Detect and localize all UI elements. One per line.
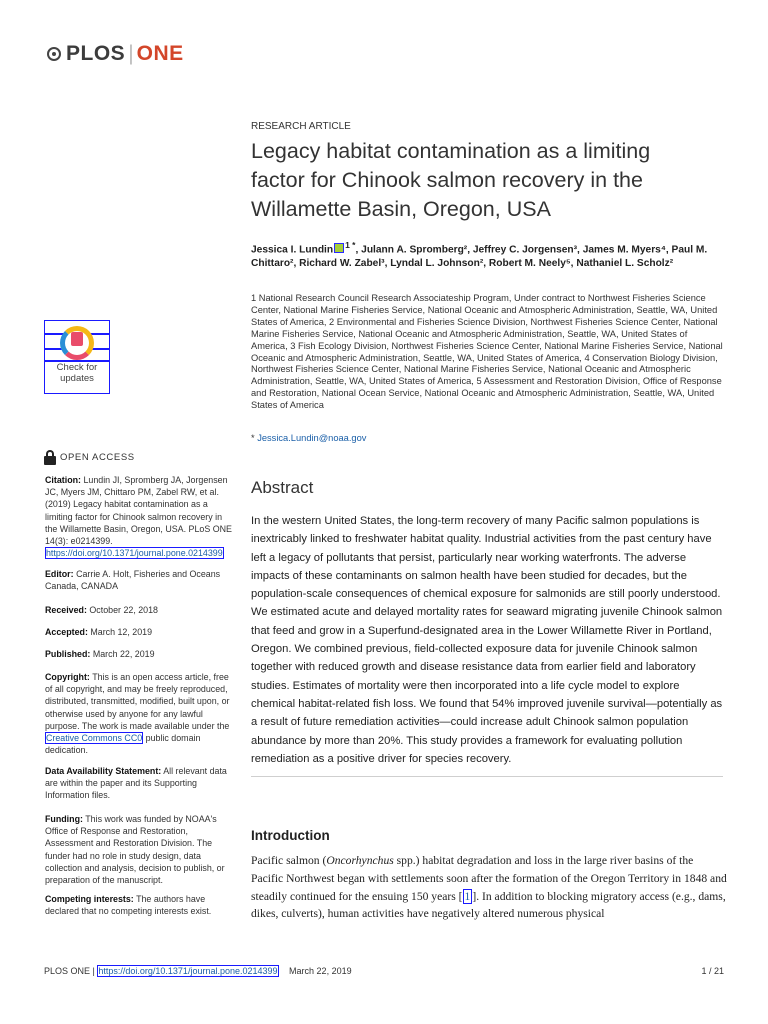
introduction-text [251, 852, 727, 923]
citation-text: Lundin JI, Spromberg JA, Jorgensen JC, Myers JM, Chittaro PM, Zabel RW, et al. (2019) Legacy habitat contamination as a limiting factor for Chinook salmon recovery in the Willamette Basin, Oregon, USA. PLoS ONE 14(3): e0214399. [45, 475, 232, 547]
logo-one-text: ONE [136, 42, 184, 65]
author-first[interactable]: Jessica I. Lundin [251, 244, 334, 256]
author-rest: , Julann A. Spromberg², Jeffrey C. Jorgensen³, James M. Myers⁴, Paul M. Chittaro², Richard W. Zabel³, Lyndal L. Johnson², Robert M. Neely⁵, Nathaniel L. Scholz² [251, 244, 708, 269]
open-lock-icon [44, 450, 56, 465]
published-label: Published: [45, 649, 91, 659]
received-date: October 22, 2018 [89, 605, 158, 615]
creative-commons-link[interactable]: Creative Commons CC0 [46, 733, 143, 744]
citation-block [45, 474, 233, 559]
affiliations: 1 National Research Council Research Associateship Program, Under contract to Northwest Fisheries Science Center, National Marine Fisheries Service, National Oceanic and Atmospheric Administration, Seattle, WA, United States of America, 2 Environmental and Fisheries Science Division, Northwest Fisheries Science Center, National Marine Fisheries Service, National Oceanic and Atmospheric Administration, Seattle, WA, United States of America, 3 Fish Ecology Division, Northwest Fisheries Science Center, National Marine Fisheries Service, National Oceanic and Atmospheric Administration, Seattle, WA, United States of America, 4 Conservation Biology Division, Northwest Fisheries Science Center, National Marine Fisheries Service, National Oceanic and Atmospheric Administration, Seattle, WA, United States of America, 5 Assessment and Restoration Division, Office of Response and Restoration, National Ocean Service, National Oceanic and Atmospheric Administration, Seattle, WA, United States of America [251, 293, 723, 411]
received-block [45, 604, 233, 616]
open-access-label: OPEN ACCESS [60, 452, 135, 463]
data-availability-label: Data Availability Statement: [45, 766, 162, 776]
email-link[interactable]: Jessica.Lundin@noaa.gov [257, 433, 367, 443]
author-first-affil: 1 * [345, 240, 356, 250]
competing-interests-text: The authors have declared that no competing interests exist. [45, 894, 212, 917]
abstract-heading: Abstract [251, 478, 314, 497]
accepted-date: March 12, 2019 [90, 627, 153, 637]
page-number: 1 / 21 [701, 966, 724, 976]
data-availability-text: All relevant data are within the paper and its Supporting Information files. [45, 766, 227, 801]
received-label: Received: [45, 605, 87, 615]
reference-link[interactable]: 1 [464, 889, 471, 903]
intro-part-3: ]. In addition to blocking migratory access (e.g., dams, dikes, culverts), human activities have negatively altered numerous physical [251, 889, 726, 921]
data-availability-block [45, 765, 233, 802]
copyright-text: This is an open access article, free of all copyright, and may be freely reproduced, distributed, transmitted, modified, built upon, or otherwise used by anyone for any lawful purpose. The work is made available under the [45, 672, 230, 731]
competing-interests-label: Competing interests: [45, 894, 134, 904]
abstract-text: In the western United States, the long-term recovery of many Pacific salmon populations is inextricably linked to freshwater habitat quality. Industrial activities from the past century have left a legacy of pollutants that persist, particularly near working waterfronts. The adverse impacts of these contaminants on salmon health have been studied for decades, but the population-scale consequences of chemical exposure for salmonids are still poorly understood. We estimated acute and delayed mortality rates for seaward migrating juvenile Chinook salmon that feed and grow in a Superfund-designated area in the Lower Willamette River in Portland, Oregon. We combined previous, field-collected exposure data for juvenile Chinook salmon together with reduced growth and disease resistance data from earlier field and laboratory studies. Estimates of mortality were then incorporated into a life cycle model to explore chemical habitat-related fish loss. We found that 54% improved juvenile survival—potentially as a result of future remediation activities—could increase adult Chinook salmon population abundance by more than 20%. This study provides a framework for evaluating pollution remediation as a positive driver for species recovery. [251, 515, 723, 765]
open-access [44, 450, 135, 465]
page-footer [44, 966, 724, 976]
editor-text: Carrie A. Holt, Fisheries and Oceans Canada, CANADA [45, 569, 221, 592]
intro-part-2: spp.) habitat degradation and loss in the large river basins of the Pacific Northwest began with settlements soon after the formation of the Oregon Territory in 1848 and steadily continued for the ensuing 150 years [ [251, 854, 727, 903]
article-type: RESEARCH ARTICLE [251, 121, 351, 132]
orcid-icon[interactable] [334, 243, 344, 253]
published-block [45, 648, 233, 660]
editor-block [45, 568, 233, 592]
accepted-block [45, 626, 233, 638]
journal-logo [44, 40, 184, 68]
intro-part-1: Pacific salmon ( [251, 854, 327, 867]
footer-doi-link[interactable]: https://doi.org/10.1371/journal.pone.0214399 [98, 966, 278, 976]
funding-text: This work was funded by NOAA's Office of Response and Restoration, Assessment and Restoration Division. The funder had no role in study design, data collection and analysis, decision to publish, or preparation of the manuscript. [45, 814, 225, 886]
accepted-label: Accepted: [45, 627, 88, 637]
corresponding-email [251, 433, 366, 443]
check-for-updates-label: Check for updates [56, 362, 98, 384]
published-date: March 22, 2019 [92, 649, 155, 659]
funding-block [45, 813, 233, 886]
footer-journal: PLOS ONE | [44, 966, 95, 976]
check-for-updates-badge[interactable] [44, 320, 110, 394]
logo-separator: | [128, 42, 134, 65]
bookmark-icon [71, 332, 83, 346]
article-title: Legacy habitat contamination as a limiting factor for Chinook salmon recovery in the Willamette Basin, Oregon, USA [251, 139, 651, 221]
editor-label: Editor: [45, 569, 74, 579]
citation-label: Citation: [45, 475, 81, 485]
copyright-tail: public domain dedication. [45, 733, 201, 756]
citation-doi-link[interactable]: https://doi.org/10.1371/journal.pone.0214399 [46, 548, 223, 559]
footer-date: March 22, 2019 [289, 966, 352, 976]
intro-species: Oncorhynchus [326, 854, 394, 867]
competing-interests-block [45, 893, 233, 917]
email-star: * [251, 433, 255, 443]
funding-label: Funding: [45, 814, 83, 824]
copyright-block [45, 671, 233, 756]
plos-logo-icon [44, 44, 64, 64]
author-list [251, 239, 721, 270]
section-divider [251, 776, 723, 777]
logo-plos-text: PLOS [66, 42, 126, 65]
introduction-heading: Introduction [251, 828, 330, 843]
copyright-label: Copyright: [45, 672, 90, 682]
